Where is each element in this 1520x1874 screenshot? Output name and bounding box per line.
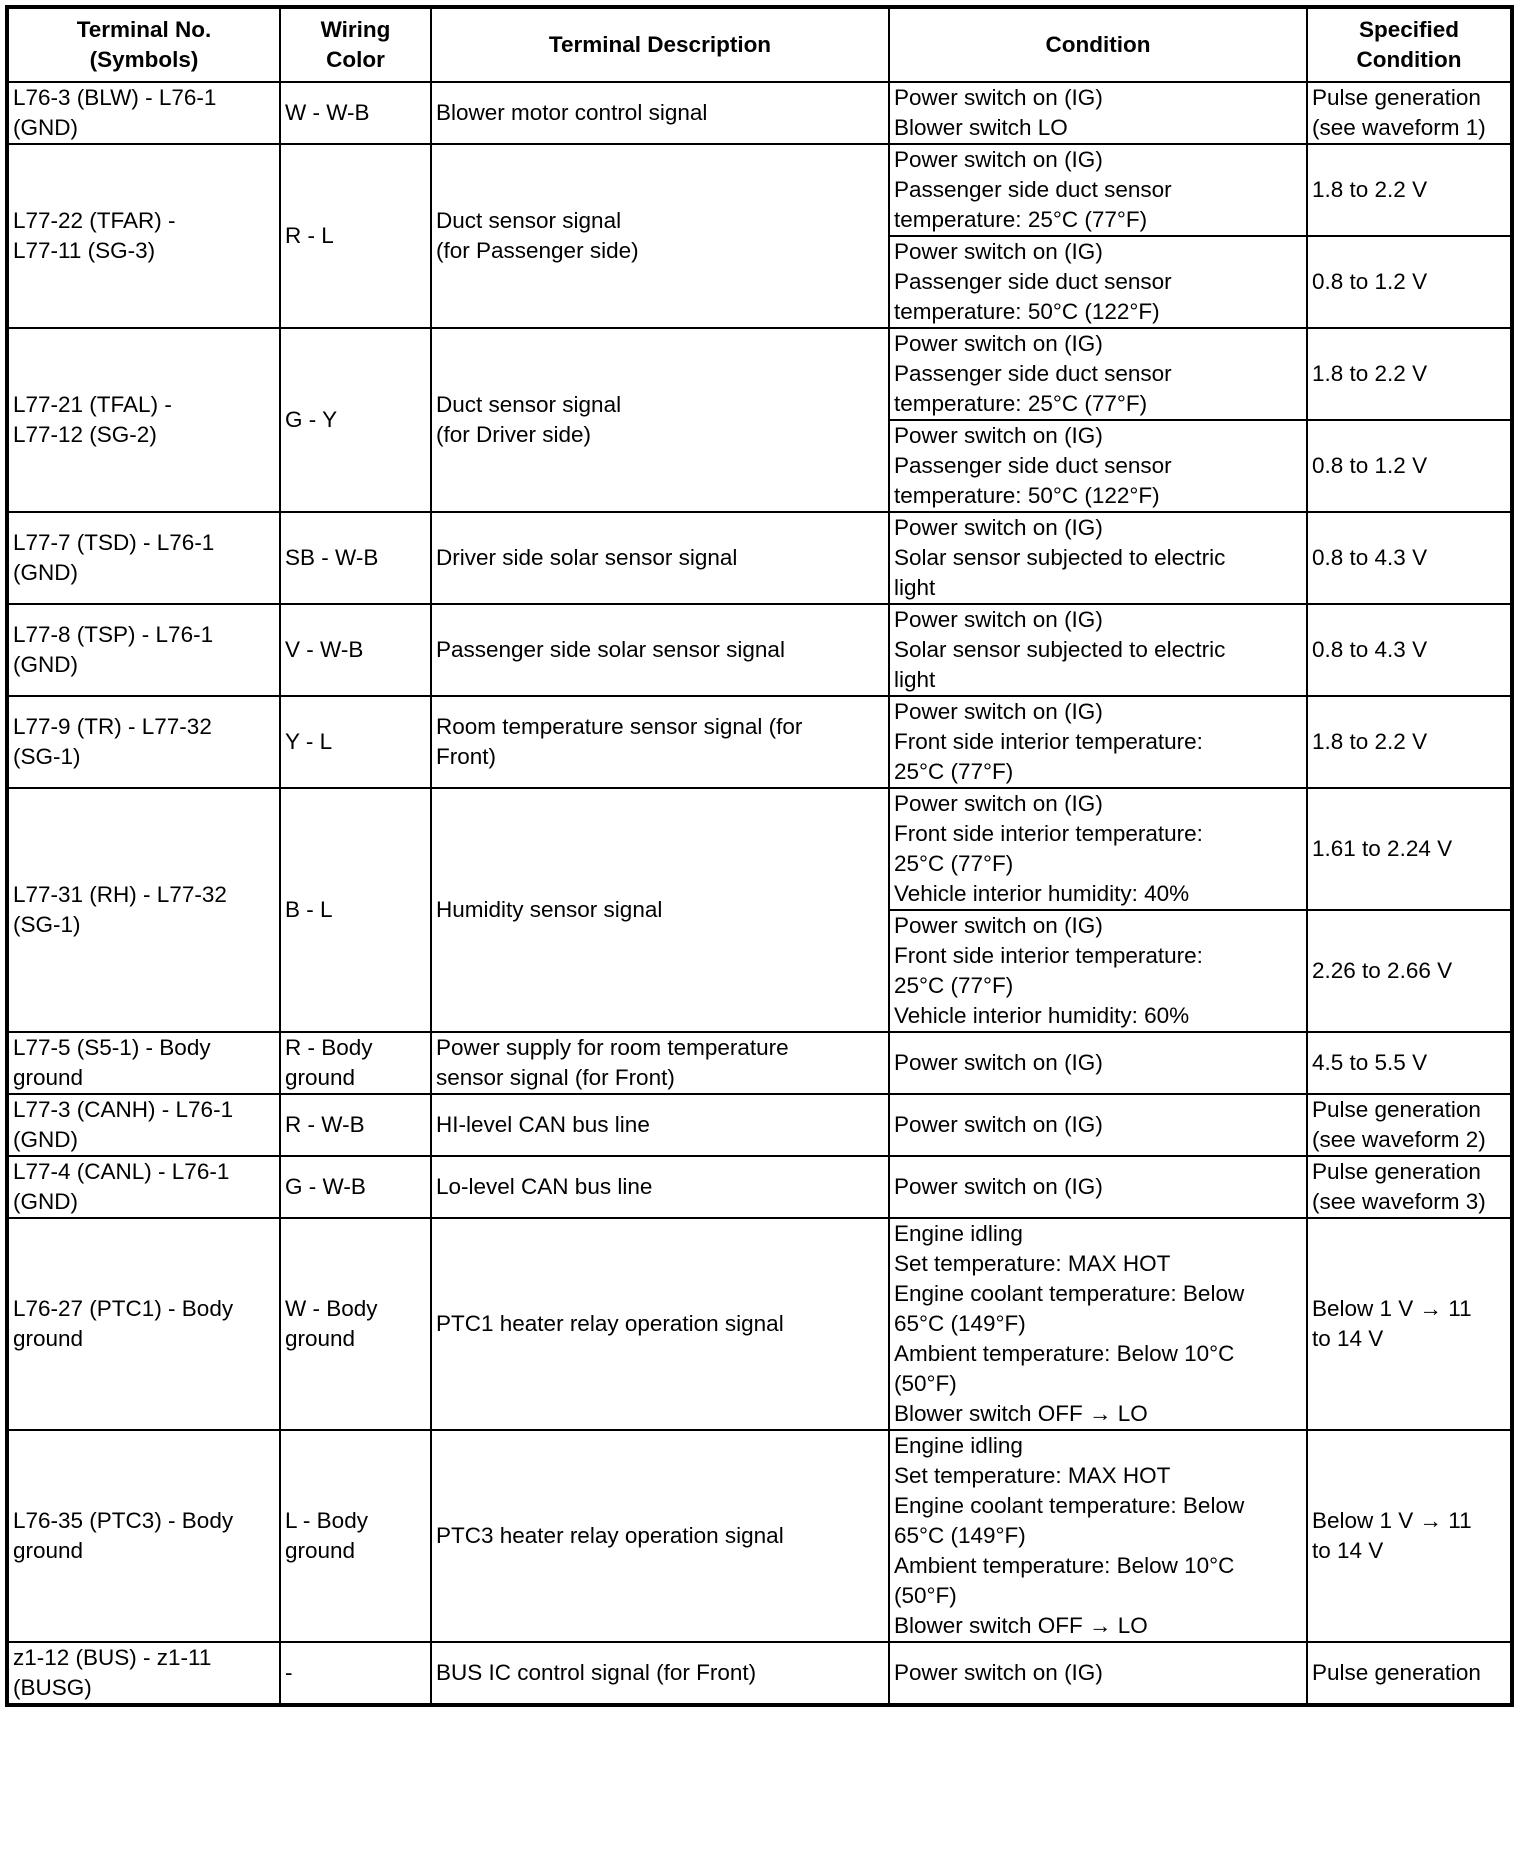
terminal-specification-table: [5, 5, 1514, 1707]
cell-condition: Power switch on (IG) Passenger side duct sensor temperature: 50°C (122°F): [889, 236, 1307, 328]
table-row: [7, 1430, 1512, 1642]
cell-condition: Power switch on (IG) Passenger side duct sensor temperature: 50°C (122°F): [889, 420, 1307, 512]
cell-terminal-description: PTC1 heater relay operation signal: [431, 1218, 889, 1430]
table-row: [7, 788, 1512, 910]
header-specified-condition: Specified Condition: [1307, 7, 1512, 82]
cell-specified-condition: Pulse generation (see waveform 3): [1307, 1156, 1512, 1218]
cell-wiring-color: L - Body ground: [280, 1430, 431, 1642]
cell-wiring-color: W - Body ground: [280, 1218, 431, 1430]
cell-wiring-color: Y - L: [280, 696, 431, 788]
cell-terminal-description: Power supply for room temperature sensor signal (for Front): [431, 1032, 889, 1094]
cell-condition: Power switch on (IG) Passenger side duct sensor temperature: 25°C (77°F): [889, 328, 1307, 420]
cell-condition: Power switch on (IG) Solar sensor subjected to electric light: [889, 604, 1307, 696]
cell-terminal-description: Humidity sensor signal: [431, 788, 889, 1032]
cell-condition: Power switch on (IG) Blower switch LO: [889, 82, 1307, 144]
cell-specified-condition: 0.8 to 1.2 V: [1307, 420, 1512, 512]
cell-condition: Power switch on (IG) Solar sensor subjected to electric light: [889, 512, 1307, 604]
cell-condition: Power switch on (IG) Front side interior temperature: 25°C (77°F) Vehicle interior humidity: 60%: [889, 910, 1307, 1032]
cell-specified-condition: 0.8 to 4.3 V: [1307, 512, 1512, 604]
cell-terminal-description: Duct sensor signal (for Passenger side): [431, 144, 889, 328]
cell-specified-condition: Pulse generation: [1307, 1642, 1512, 1705]
cell-terminal-description: Duct sensor signal (for Driver side): [431, 328, 889, 512]
cell-condition: Engine idling Set temperature: MAX HOT Engine coolant temperature: Below 65°C (149°F) Ambient temperature: Below 10°C (50°F) Blower switch OFF → LO: [889, 1218, 1307, 1430]
cell-wiring-color: V - W-B: [280, 604, 431, 696]
header-terminal-no: Terminal No. (Symbols): [7, 7, 280, 82]
cell-wiring-color: W - W-B: [280, 82, 431, 144]
cell-condition: Power switch on (IG): [889, 1094, 1307, 1156]
cell-specified-condition: 1.61 to 2.24 V: [1307, 788, 1512, 910]
cell-condition: Power switch on (IG): [889, 1642, 1307, 1705]
cell-terminal-description: PTC3 heater relay operation signal: [431, 1430, 889, 1642]
cell-wiring-color: G - Y: [280, 328, 431, 512]
table-row: [7, 696, 1512, 788]
header-condition: Condition: [889, 7, 1307, 82]
cell-specified-condition: Below 1 V → 11 to 14 V: [1307, 1218, 1512, 1430]
cell-terminal-no: L77-5 (S5-1) - Body ground: [7, 1032, 280, 1094]
cell-specified-condition: 1.8 to 2.2 V: [1307, 144, 1512, 236]
table-row: [7, 328, 1512, 420]
cell-terminal-no: L77-8 (TSP) - L76-1 (GND): [7, 604, 280, 696]
cell-wiring-color: SB - W-B: [280, 512, 431, 604]
table-row: [7, 1032, 1512, 1094]
cell-specified-condition: 0.8 to 4.3 V: [1307, 604, 1512, 696]
header-row: [7, 7, 1512, 82]
cell-condition: Power switch on (IG): [889, 1032, 1307, 1094]
cell-terminal-description: Driver side solar sensor signal: [431, 512, 889, 604]
header-wiring-color: Wiring Color: [280, 7, 431, 82]
cell-specified-condition: 0.8 to 1.2 V: [1307, 236, 1512, 328]
table-row: [7, 512, 1512, 604]
cell-condition: Power switch on (IG) Front side interior temperature: 25°C (77°F): [889, 696, 1307, 788]
cell-condition: Power switch on (IG): [889, 1156, 1307, 1218]
cell-condition: Power switch on (IG) Passenger side duct sensor temperature: 25°C (77°F): [889, 144, 1307, 236]
cell-terminal-no: L76-35 (PTC3) - Body ground: [7, 1430, 280, 1642]
table-row: [7, 1094, 1512, 1156]
cell-wiring-color: -: [280, 1642, 431, 1705]
table-body: [7, 82, 1512, 1705]
cell-specified-condition: Pulse generation (see waveform 2): [1307, 1094, 1512, 1156]
cell-terminal-description: Lo-level CAN bus line: [431, 1156, 889, 1218]
cell-terminal-description: Passenger side solar sensor signal: [431, 604, 889, 696]
cell-terminal-no: L77-31 (RH) - L77-32 (SG-1): [7, 788, 280, 1032]
header-terminal-description: Terminal Description: [431, 7, 889, 82]
cell-terminal-no: L77-21 (TFAL) - L77-12 (SG-2): [7, 328, 280, 512]
cell-terminal-description: Blower motor control signal: [431, 82, 889, 144]
cell-terminal-no: L76-3 (BLW) - L76-1 (GND): [7, 82, 280, 144]
cell-terminal-description: BUS IC control signal (for Front): [431, 1642, 889, 1705]
table-row: [7, 1218, 1512, 1430]
table-row: [7, 82, 1512, 144]
cell-terminal-no: L76-27 (PTC1) - Body ground: [7, 1218, 280, 1430]
table-row: [7, 604, 1512, 696]
cell-terminal-no: L77-22 (TFAR) - L77-11 (SG-3): [7, 144, 280, 328]
cell-specified-condition: 2.26 to 2.66 V: [1307, 910, 1512, 1032]
table-row: [7, 1156, 1512, 1218]
page: [5, 5, 1514, 1707]
cell-specified-condition: Pulse generation (see waveform 1): [1307, 82, 1512, 144]
table-row: [7, 144, 1512, 236]
cell-wiring-color: R - L: [280, 144, 431, 328]
cell-terminal-description: HI-level CAN bus line: [431, 1094, 889, 1156]
cell-specified-condition: 4.5 to 5.5 V: [1307, 1032, 1512, 1094]
cell-condition: Engine idling Set temperature: MAX HOT Engine coolant temperature: Below 65°C (149°F) Ambient temperature: Below 10°C (50°F) Blower switch OFF → LO: [889, 1430, 1307, 1642]
cell-terminal-description: Room temperature sensor signal (for Front): [431, 696, 889, 788]
cell-wiring-color: R - W-B: [280, 1094, 431, 1156]
cell-terminal-no: L77-7 (TSD) - L76-1 (GND): [7, 512, 280, 604]
cell-terminal-no: L77-3 (CANH) - L76-1 (GND): [7, 1094, 280, 1156]
cell-wiring-color: B - L: [280, 788, 431, 1032]
cell-specified-condition: 1.8 to 2.2 V: [1307, 696, 1512, 788]
cell-specified-condition: 1.8 to 2.2 V: [1307, 328, 1512, 420]
cell-wiring-color: G - W-B: [280, 1156, 431, 1218]
table-row: [7, 1642, 1512, 1705]
cell-terminal-no: z1-12 (BUS) - z1-11 (BUSG): [7, 1642, 280, 1705]
cell-terminal-no: L77-4 (CANL) - L76-1 (GND): [7, 1156, 280, 1218]
cell-wiring-color: R - Body ground: [280, 1032, 431, 1094]
cell-condition: Power switch on (IG) Front side interior temperature: 25°C (77°F) Vehicle interior humidity: 40%: [889, 788, 1307, 910]
cell-terminal-no: L77-9 (TR) - L77-32 (SG-1): [7, 696, 280, 788]
cell-specified-condition: Below 1 V → 11 to 14 V: [1307, 1430, 1512, 1642]
